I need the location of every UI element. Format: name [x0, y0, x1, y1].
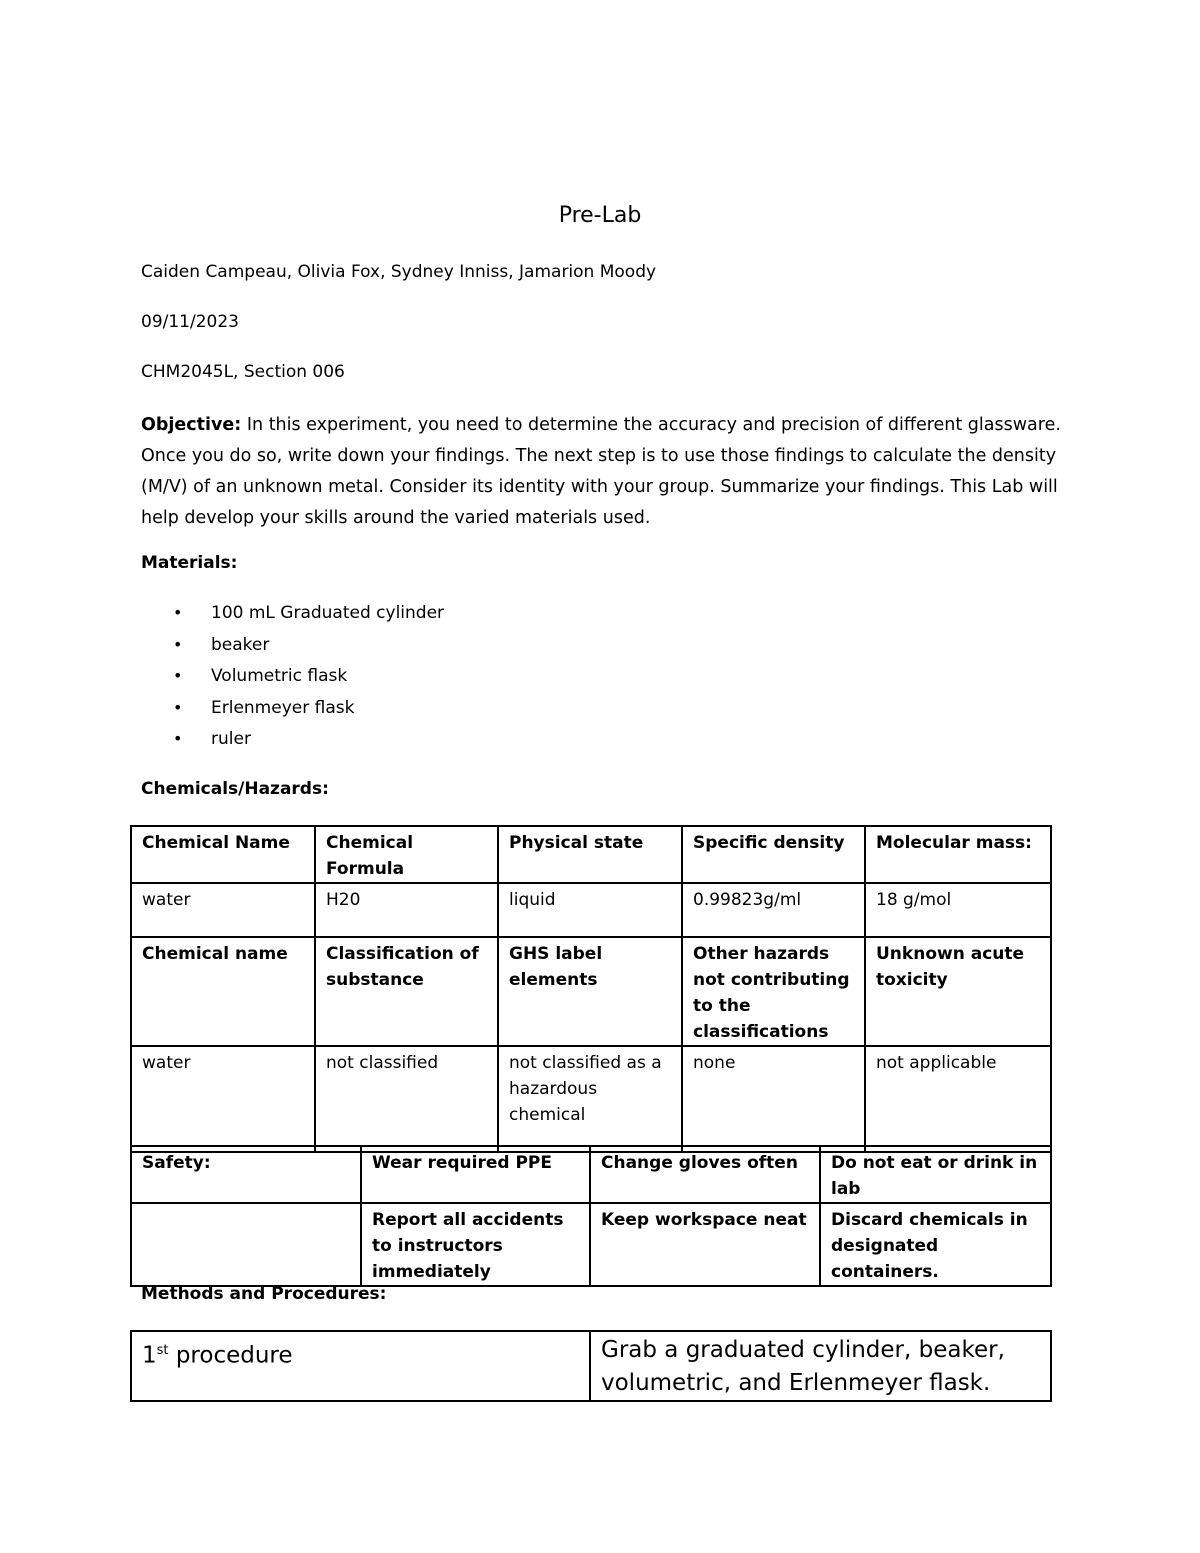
table-cell: H20: [315, 883, 498, 937]
table-header-cell: Classification of substance: [315, 937, 498, 1046]
bullet-icon: •: [173, 634, 183, 654]
list-item: [141, 602, 444, 634]
list-item: [141, 728, 444, 760]
procedure-text: Grab a graduated cylinder, beaker, volumetric, and Erlenmeyer flask.: [590, 1331, 1051, 1401]
table-row: [131, 1046, 1051, 1152]
procedure-label: procedure: [168, 1342, 293, 1369]
table-cell: water: [131, 883, 315, 937]
report-date: 09/11/2023: [141, 312, 239, 332]
table-header-cell: Chemical Name: [131, 826, 315, 883]
table-header-cell: Unknown acute toxicity: [865, 937, 1051, 1046]
bullet-icon: •: [173, 729, 183, 748]
table-header-cell: Chemical name: [131, 937, 315, 1046]
material-label: Erlenmeyer flask: [211, 697, 355, 718]
table-cell: liquid: [498, 883, 682, 937]
safety-label: Safety:: [131, 1146, 361, 1203]
table-cell: not classified as a hazardous chemical: [498, 1046, 682, 1152]
material-label: 100 mL Graduated cylinder: [211, 603, 445, 623]
procedure-label-cell: [131, 1331, 590, 1401]
objective-paragraph: [141, 410, 1066, 534]
procedure-suffix: st: [156, 1343, 169, 1358]
objective-text: In this experiment, you need to determine the accuracy and precision of different glassware. Once you do so, write down your findings. The next step is to use those findings to calculate the density (M/V) of an unknown metal. Consider its identity with your group. Summarize your findings. This Lab will help develop your skills around the varied materials used.: [141, 415, 1061, 528]
methods-heading: Methods and Procedures:: [141, 1284, 387, 1304]
bullet-icon: •: [173, 603, 183, 622]
table-cell: Discard chemicals in designated containers.: [820, 1203, 1051, 1286]
table-row: [131, 883, 1051, 937]
materials-list: [141, 602, 444, 760]
table-header-cell: Physical state: [498, 826, 682, 883]
table-cell: water: [131, 1046, 315, 1152]
material-label: Volumetric flask: [211, 666, 348, 686]
list-item: [141, 697, 444, 729]
chemicals-hazards-table: [130, 825, 1052, 1153]
page-title: Pre-Lab: [558, 203, 642, 228]
table-header-row: [131, 937, 1051, 1046]
table-cell: Report all accidents to instructors immediately: [361, 1203, 590, 1286]
material-label: beaker: [211, 634, 270, 655]
materials-heading: Materials:: [141, 553, 238, 573]
table-cell: none: [682, 1046, 865, 1152]
author-list: Caiden Campeau, Olivia Fox, Sydney Inniss, Jamarion Moody: [141, 262, 657, 282]
safety-table: [130, 1145, 1052, 1287]
objective-label: Objective:: [141, 415, 242, 435]
table-cell: [131, 1203, 361, 1286]
bullet-icon: •: [173, 666, 183, 685]
table-header-cell: Specific density: [682, 826, 865, 883]
table-row: [131, 1203, 1051, 1286]
table-header-cell: Chemical Formula: [315, 826, 498, 883]
list-item: [141, 634, 444, 666]
table-cell: Wear required PPE: [361, 1146, 590, 1203]
bullet-icon: •: [173, 697, 183, 717]
table-cell: Keep workspace neat: [590, 1203, 820, 1286]
list-item: [141, 665, 444, 697]
table-row: [131, 1146, 1051, 1203]
table-row: [131, 1331, 1051, 1401]
table-header-cell: Other hazards not contributing to the classifications: [682, 937, 865, 1046]
procedure-number: 1: [142, 1342, 157, 1369]
chemicals-heading: Chemicals/Hazards:: [141, 779, 329, 799]
table-header-row: [131, 826, 1051, 883]
table-cell: Do not eat or drink in lab: [820, 1146, 1051, 1203]
table-header-cell: Molecular mass:: [865, 826, 1051, 883]
table-cell: 18 g/mol: [865, 883, 1051, 937]
table-cell: not classified: [315, 1046, 498, 1152]
procedures-table: [130, 1330, 1052, 1402]
material-label: ruler: [211, 729, 251, 749]
table-cell: not applicable: [865, 1046, 1051, 1152]
course-section: CHM2045L, Section 006: [141, 362, 345, 382]
table-header-cell: GHS label elements: [498, 937, 682, 1046]
table-cell: Change gloves often: [590, 1146, 820, 1203]
table-cell: 0.99823g/ml: [682, 883, 865, 937]
